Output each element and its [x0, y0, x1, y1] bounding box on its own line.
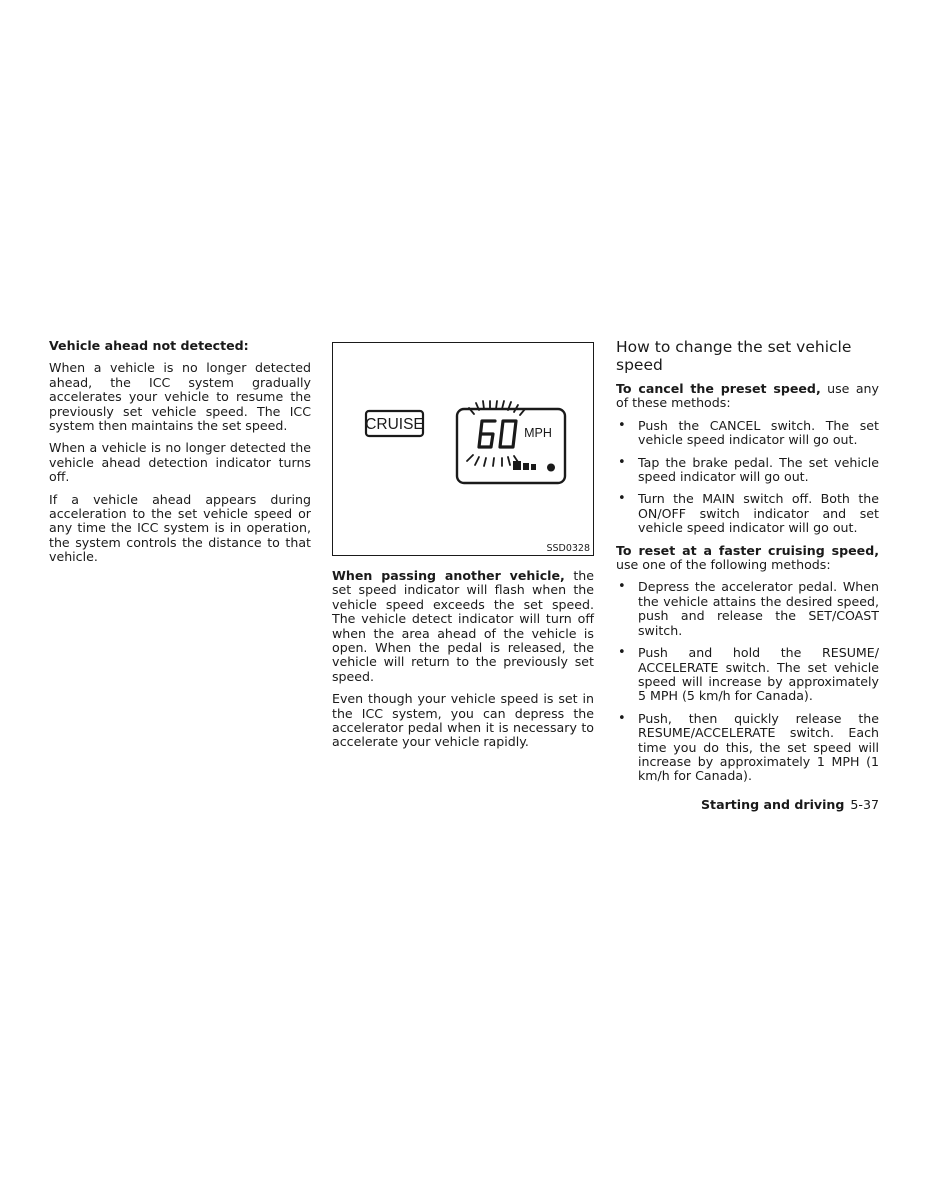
- bold-lead: When passing another vehicle,: [332, 568, 565, 583]
- page-number: 5-37: [850, 797, 879, 812]
- paragraph-text: the set speed indicator will flash when the vehicle speed exceeds the set speed. The vehicle detect indicator will turn off when the area ahead of the vehicle is open. When the pedal is released, the vehicle will return to the previously set speed.: [332, 568, 594, 684]
- unit-label: MPH: [524, 426, 552, 440]
- cruise-display-figure: [332, 342, 594, 556]
- section-heading: How to change the set vehicle speed: [616, 338, 852, 374]
- bold-lead: To reset at a faster cruising speed,: [616, 542, 879, 558]
- reset-methods-list: [616, 580, 879, 783]
- subheading-vehicle-not-detected: Vehicle ahead not detected:: [49, 338, 249, 353]
- paragraph: When a vehicle is no longer detected ahead, the ICC system gradually accelerates your vehicle to resume the previously set vehicle speed. The ICC system then maintains the set speed.: [49, 360, 311, 434]
- paragraph-text: use one of the following methods:: [616, 557, 831, 573]
- paragraph: If a vehicle ahead appears during acceleration to the set vehicle speed or any time the ICC system is in operation, the system controls the distance to that vehicle.: [49, 491, 311, 565]
- paragraph-text: use any of these methods:: [616, 381, 879, 411]
- paragraph: When a vehicle is no longer detected the vehicle ahead detection indicator turns off.: [49, 440, 311, 485]
- list-item: • Push and hold the RESUME/ ACCELERATE switch. The set vehicle speed will increase by approximately 5 MPH (5 km/h for Canada).: [616, 646, 879, 704]
- flash-rays-top-icon: [469, 401, 525, 415]
- cruise-indicator-label: CRUISE: [365, 416, 424, 433]
- cancel-methods-list: [616, 419, 879, 536]
- paragraph: Even though your vehicle speed is set in the ICC system, you can depress the accelerator pedal when it is necessary to accelerate your vehicle rapidly.: [332, 691, 594, 750]
- middle-column: [332, 569, 594, 758]
- paragraph: [332, 569, 594, 684]
- left-column: [49, 339, 311, 573]
- page-footer: [701, 797, 879, 812]
- paragraph: [616, 544, 879, 573]
- section-name: Starting and driving: [700, 797, 845, 812]
- cruise-display-illustration: [333, 343, 593, 555]
- list-item: • Push the CANCEL switch. The set vehicle speed indicator will go out.: [616, 419, 879, 448]
- flash-rays-bottom-icon: [467, 455, 518, 466]
- figure-code: SSD0328: [546, 543, 590, 554]
- list-item: • Push, then quickly release the RESUME/ACCELERATE switch. Each time you do this, the set speed will increase by approximately 1 MPH (1 km/h for Canada).: [616, 712, 879, 784]
- distance-indicator-icon: [513, 461, 555, 472]
- speed-digits: [479, 421, 516, 447]
- bold-lead: To cancel the preset speed,: [616, 381, 821, 396]
- paragraph: [616, 382, 879, 411]
- list-item: • Turn the MAIN switch off. Both the ON/OFF switch indicator and set vehicle speed indicator will go out.: [616, 492, 879, 535]
- right-column: [616, 339, 879, 792]
- list-item: • Tap the brake pedal. The set vehicle speed indicator will go out.: [616, 456, 879, 485]
- list-item: • Depress the accelerator pedal. When the vehicle attains the desired speed, push and release the SET/COAST switch.: [616, 580, 879, 638]
